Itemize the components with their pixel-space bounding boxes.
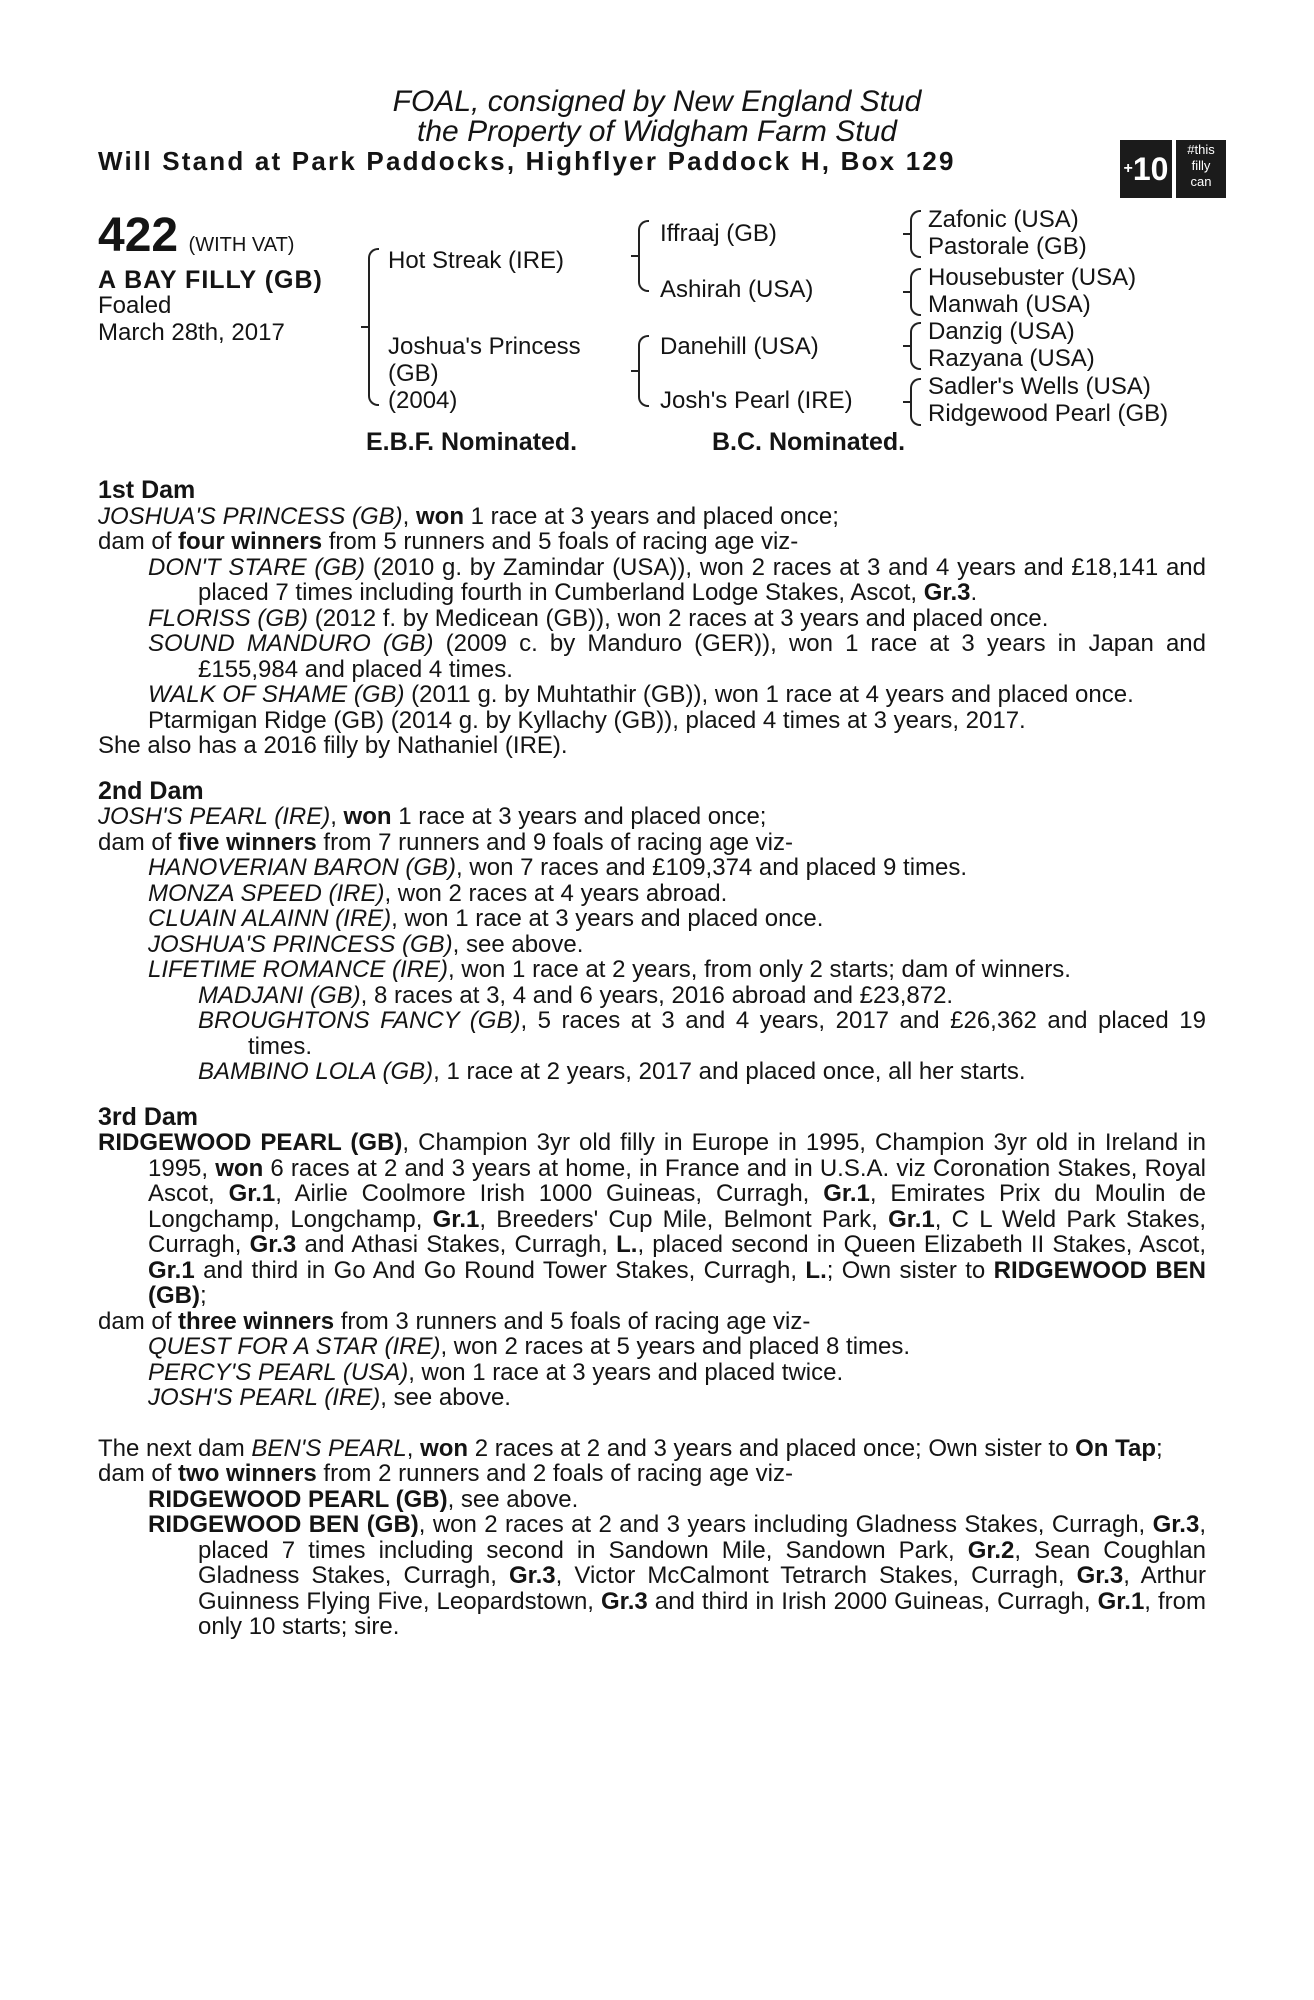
dam-line-3: (2004)	[388, 387, 458, 414]
list-item: JOSH'S PEARL (IRE), see above.	[148, 1384, 511, 1411]
sire: Hot Streak (IRE)	[388, 247, 565, 274]
dss: Danzig (USA)	[928, 318, 1075, 345]
dam-sire: Danehill (USA)	[660, 333, 819, 360]
dam-line-1: Joshua's Princess	[388, 333, 581, 360]
bc-nominated: B.C. Nominated.	[712, 428, 906, 456]
second-dam-heading: 2nd Dam	[98, 776, 204, 805]
ten-logo	[1120, 140, 1226, 198]
list-item: JOSHUA'S PRINCESS (GB), see above.	[148, 930, 584, 958]
list-item: SOUND MANDURO (GB) (2009 c. by Manduro (GER)), won 1 race at 3 years in Japan and £155,984 and placed 4 times.	[148, 630, 1206, 683]
foaled-date: March 28th, 2017	[98, 319, 285, 346]
property-line: the Property of Widgham Farm Stud	[417, 115, 897, 148]
ssd: Pastorale (GB)	[928, 233, 1087, 260]
dam-line-2: (GB)	[388, 360, 439, 387]
list-item: DON'T STARE (GB) (2010 g. by Zamindar (USA)), won 2 races at 3 and 4 years and £18,141 and placed 7 times including fourth in Cumberland Lodge Stakes, Ascot, Gr.3.	[148, 553, 1207, 606]
stand-location: Will Stand at Park Paddocks, Highflyer Paddock H, Box 129	[98, 146, 956, 176]
sss: Zafonic (USA)	[928, 206, 1079, 233]
sire-dam-brace	[368, 248, 379, 406]
first-dam-heading: 1st Dam	[98, 476, 196, 504]
catalogue-body	[98, 478, 1206, 1640]
third-dam-produce-summary: dam of three winners from 3 runners and 5 foals of racing age viz-	[98, 1307, 811, 1335]
foaled-label: Foaled	[98, 292, 172, 319]
first-dam-record: JOSHUA'S PRINCESS (GB), won 1 race at 3 years and placed once;	[98, 502, 839, 530]
first-dam-produce-summary: dam of four winners from 5 runners and 5 foals of racing age viz-	[98, 528, 799, 555]
dam-parents-brace	[638, 335, 649, 407]
second-dam-produce-summary: dam of five winners from 7 runners and 9 foals of racing age viz-	[98, 828, 794, 856]
list-item: RIDGEWOOD PEARL (GB), see above.	[148, 1485, 579, 1513]
sds: Housebuster (USA)	[928, 264, 1137, 291]
this-filly-can-tag: #this filly can	[1176, 140, 1226, 198]
dsd: Razyana (USA)	[928, 345, 1095, 372]
third-dam-heading: 3rd Dam	[98, 1102, 199, 1131]
first-dam-also: She also has a 2016 filly by Nathaniel (IRE).	[98, 732, 568, 759]
list-item: CLUAIN ALAINN (IRE), won 1 race at 3 years and placed once.	[148, 905, 824, 932]
list-item: BAMBINO LOLA (GB), 1 race at 2 years, 2017 and placed once, all her starts.	[198, 1058, 1026, 1085]
vat-note: (WITH VAT)	[188, 234, 295, 256]
lot-number-block	[98, 208, 294, 263]
list-item: Ptarmigan Ridge (GB) (2014 g. by Kyllachy (GB)), placed 4 times at 3 years, 2017.	[148, 706, 1026, 734]
next-dam-record: The next dam BEN'S PEARL, won 2 races at 2 and 3 years and placed once; Own sister to On Tap;	[98, 1434, 1163, 1462]
list-item: MADJANI (GB), 8 races at 3, 4 and 6 years, 2016 abroad and £23,872.	[198, 981, 954, 1009]
ebf-nominated: E.B.F. Nominated.	[366, 428, 578, 456]
list-item: FLORISS (GB) (2012 f. by Medicean (GB)), won 2 races at 3 years and placed once.	[148, 604, 1049, 632]
consignor-line: FOAL, consigned by New England Stud	[392, 85, 922, 118]
list-item: MONZA SPEED (IRE), won 2 races at 4 years abroad.	[148, 879, 728, 907]
lot-name: A BAY FILLY (GB)	[98, 266, 323, 294]
dd-parents-brace	[910, 378, 921, 426]
sire-parents-brace	[638, 220, 649, 292]
sire-dam: Ashirah (USA)	[660, 276, 814, 303]
plus10-badge: +10	[1120, 140, 1172, 198]
list-item: BROUGHTONS FANCY (GB), 5 races at 3 and 4 years, 2017 and £26,362 and placed 19 times.	[198, 1007, 1206, 1060]
third-dam-record: RIDGEWOOD PEARL (GB), Champion 3yr old filly in Europe in 1995, Champion 3yr old in Ireland in 1995, won 6 races at 2 and 3 years at home, in France and in U.S.A. viz Coronation Stakes, Royal Ascot, Gr.1, Airlie Coolmore Irish 1000 Guineas, Curragh, Gr.1, Emirates Prix du Moulin de Longchamp, Longchamp, Gr.1, Breeders' Cup Mile, Belmont Park, Gr.1, C L Weld Park Stakes, Curragh, Gr.3 and Athasi Stakes, Curragh, L., placed second in Queen Elizabeth II Stakes, Ascot, Gr.1 and third in Go And Go Round Tower Stakes, Curragh, L.; Own sister to RIDGEWOOD BEN (GB);	[98, 1129, 1207, 1309]
dds: Sadler's Wells (USA)	[928, 373, 1151, 400]
list-item: QUEST FOR A STAR (IRE), won 2 races at 5 years and placed 8 times.	[148, 1333, 911, 1360]
list-item: RIDGEWOOD BEN (GB), won 2 races at 2 and 3 years including Gladness Stakes, Curragh, Gr.3, placed 7 times including second in Sandown Mile, Sandown Park, Gr.2, Sean Coughlan Gladness Stakes, Curragh, Gr.3, Victor McCalmont Tetrarch Stakes, Curragh, Gr.3, Arthur Guinness Flying Five, Leopardstown, Gr.3 and third in Irish 2000 Guineas, Curragh, Gr.1, from only 10 starts; sire.	[148, 1511, 1207, 1640]
list-item: PERCY'S PEARL (USA), won 1 race at 3 years and placed twice.	[148, 1358, 844, 1386]
lot-number: 422	[98, 209, 179, 262]
list-item: LIFETIME ROMANCE (IRE), won 1 race at 2 years, from only 2 starts; dam of winners.	[148, 956, 1071, 983]
list-item: WALK OF SHAME (GB) (2011 g. by Muhtathir (GB)), won 1 race at 4 years and placed once.	[148, 681, 1134, 708]
second-dam-record: JOSH'S PEARL (IRE), won 1 race at 3 years and placed once;	[98, 803, 767, 830]
ddd: Ridgewood Pearl (GB)	[928, 400, 1169, 427]
list-item: HANOVERIAN BARON (GB), won 7 races and £109,374 and placed 9 times.	[148, 854, 968, 881]
sire-sire: Iffraaj (GB)	[660, 220, 777, 247]
ss-parents-brace	[910, 210, 921, 258]
ds-parents-brace	[910, 322, 921, 370]
sdd: Manwah (USA)	[928, 291, 1091, 318]
dam-dam: Josh's Pearl (IRE)	[660, 387, 853, 414]
sd-parents-brace	[910, 268, 921, 316]
next-dam-produce-summary: dam of two winners from 2 runners and 2 foals of racing age viz-	[98, 1460, 793, 1487]
